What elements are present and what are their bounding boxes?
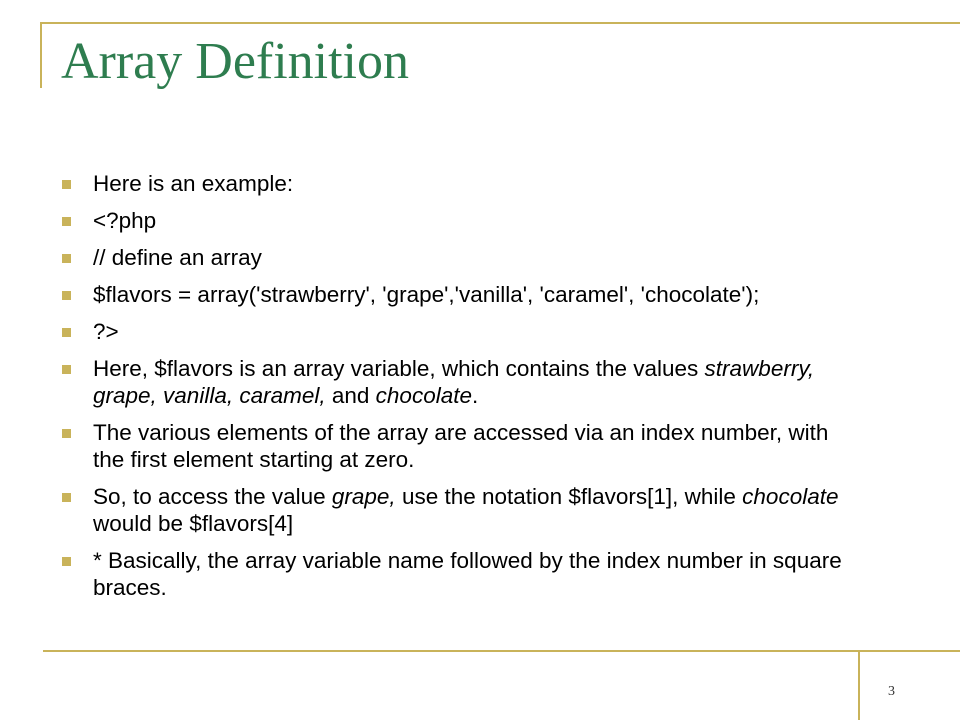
bullet-text-segment: <?php bbox=[93, 208, 157, 233]
bullet-text bbox=[93, 282, 759, 307]
square-bullet-icon bbox=[62, 254, 71, 263]
slide-title: Array Definition bbox=[61, 33, 410, 90]
bullet-text bbox=[93, 356, 814, 408]
bullet-item bbox=[62, 419, 862, 473]
square-bullet-icon bbox=[62, 493, 71, 502]
bullet-item bbox=[62, 244, 862, 271]
bullet-text-segment: use the notation $flavors[1], while bbox=[395, 484, 743, 509]
bullet-text-italic: chocolate bbox=[375, 383, 472, 408]
bullet-item bbox=[62, 281, 862, 308]
square-bullet-icon bbox=[62, 328, 71, 337]
bullet-item bbox=[62, 483, 862, 537]
square-bullet-icon bbox=[62, 557, 71, 566]
square-bullet-icon bbox=[62, 291, 71, 300]
bullet-text-italic: grape, bbox=[331, 484, 396, 509]
bullet-item bbox=[62, 318, 862, 345]
square-bullet-icon bbox=[62, 429, 71, 438]
bullet-item bbox=[62, 207, 862, 234]
bullet-text-segment: $flavors = array('strawberry', 'grape','vanilla', 'caramel', 'chocolate'); bbox=[93, 282, 760, 307]
bullet-text-italic: chocolate bbox=[742, 484, 839, 509]
bullet-text bbox=[93, 245, 262, 270]
square-bullet-icon bbox=[62, 365, 71, 374]
bullet-text bbox=[93, 420, 828, 472]
bullet-text-segment: // define an array bbox=[93, 245, 262, 270]
bullet-item bbox=[62, 355, 862, 409]
bullet-text-italic: strawberry, grape, vanilla, caramel, bbox=[93, 356, 815, 408]
bullet-text-segment: Here is an example: bbox=[93, 171, 294, 196]
bullet-text-segment: Here, $flavors is an array variable, which contains the values bbox=[93, 356, 705, 381]
bullet-text-segment: So, to access the value bbox=[93, 484, 332, 509]
bullet-text bbox=[93, 484, 839, 536]
bullet-text-segment: would be $flavors[4] bbox=[93, 511, 294, 536]
footer-tick bbox=[858, 650, 860, 720]
footer-line bbox=[43, 650, 960, 652]
bullet-text-segment: and bbox=[325, 383, 376, 408]
bullet-text-segment: * Basically, the array variable name followed by the index number in square braces. bbox=[93, 548, 842, 600]
bullet-item bbox=[62, 170, 862, 197]
bullet-item bbox=[62, 547, 862, 601]
bullet-text bbox=[93, 319, 119, 344]
bullet-text-segment: . bbox=[472, 383, 479, 408]
square-bullet-icon bbox=[62, 217, 71, 226]
square-bullet-icon bbox=[62, 180, 71, 189]
bullet-list bbox=[62, 170, 862, 611]
bullet-text bbox=[93, 548, 842, 600]
bullet-text-segment: ?> bbox=[93, 319, 119, 344]
bullet-text bbox=[93, 171, 293, 196]
page-number: 3 bbox=[888, 684, 895, 699]
corner-vertical-line bbox=[40, 22, 42, 88]
corner-horizontal-line bbox=[40, 22, 960, 24]
bullet-text bbox=[93, 208, 156, 233]
bullet-text-segment: The various elements of the array are accessed via an index number, with the first element starting at zero. bbox=[93, 420, 829, 472]
